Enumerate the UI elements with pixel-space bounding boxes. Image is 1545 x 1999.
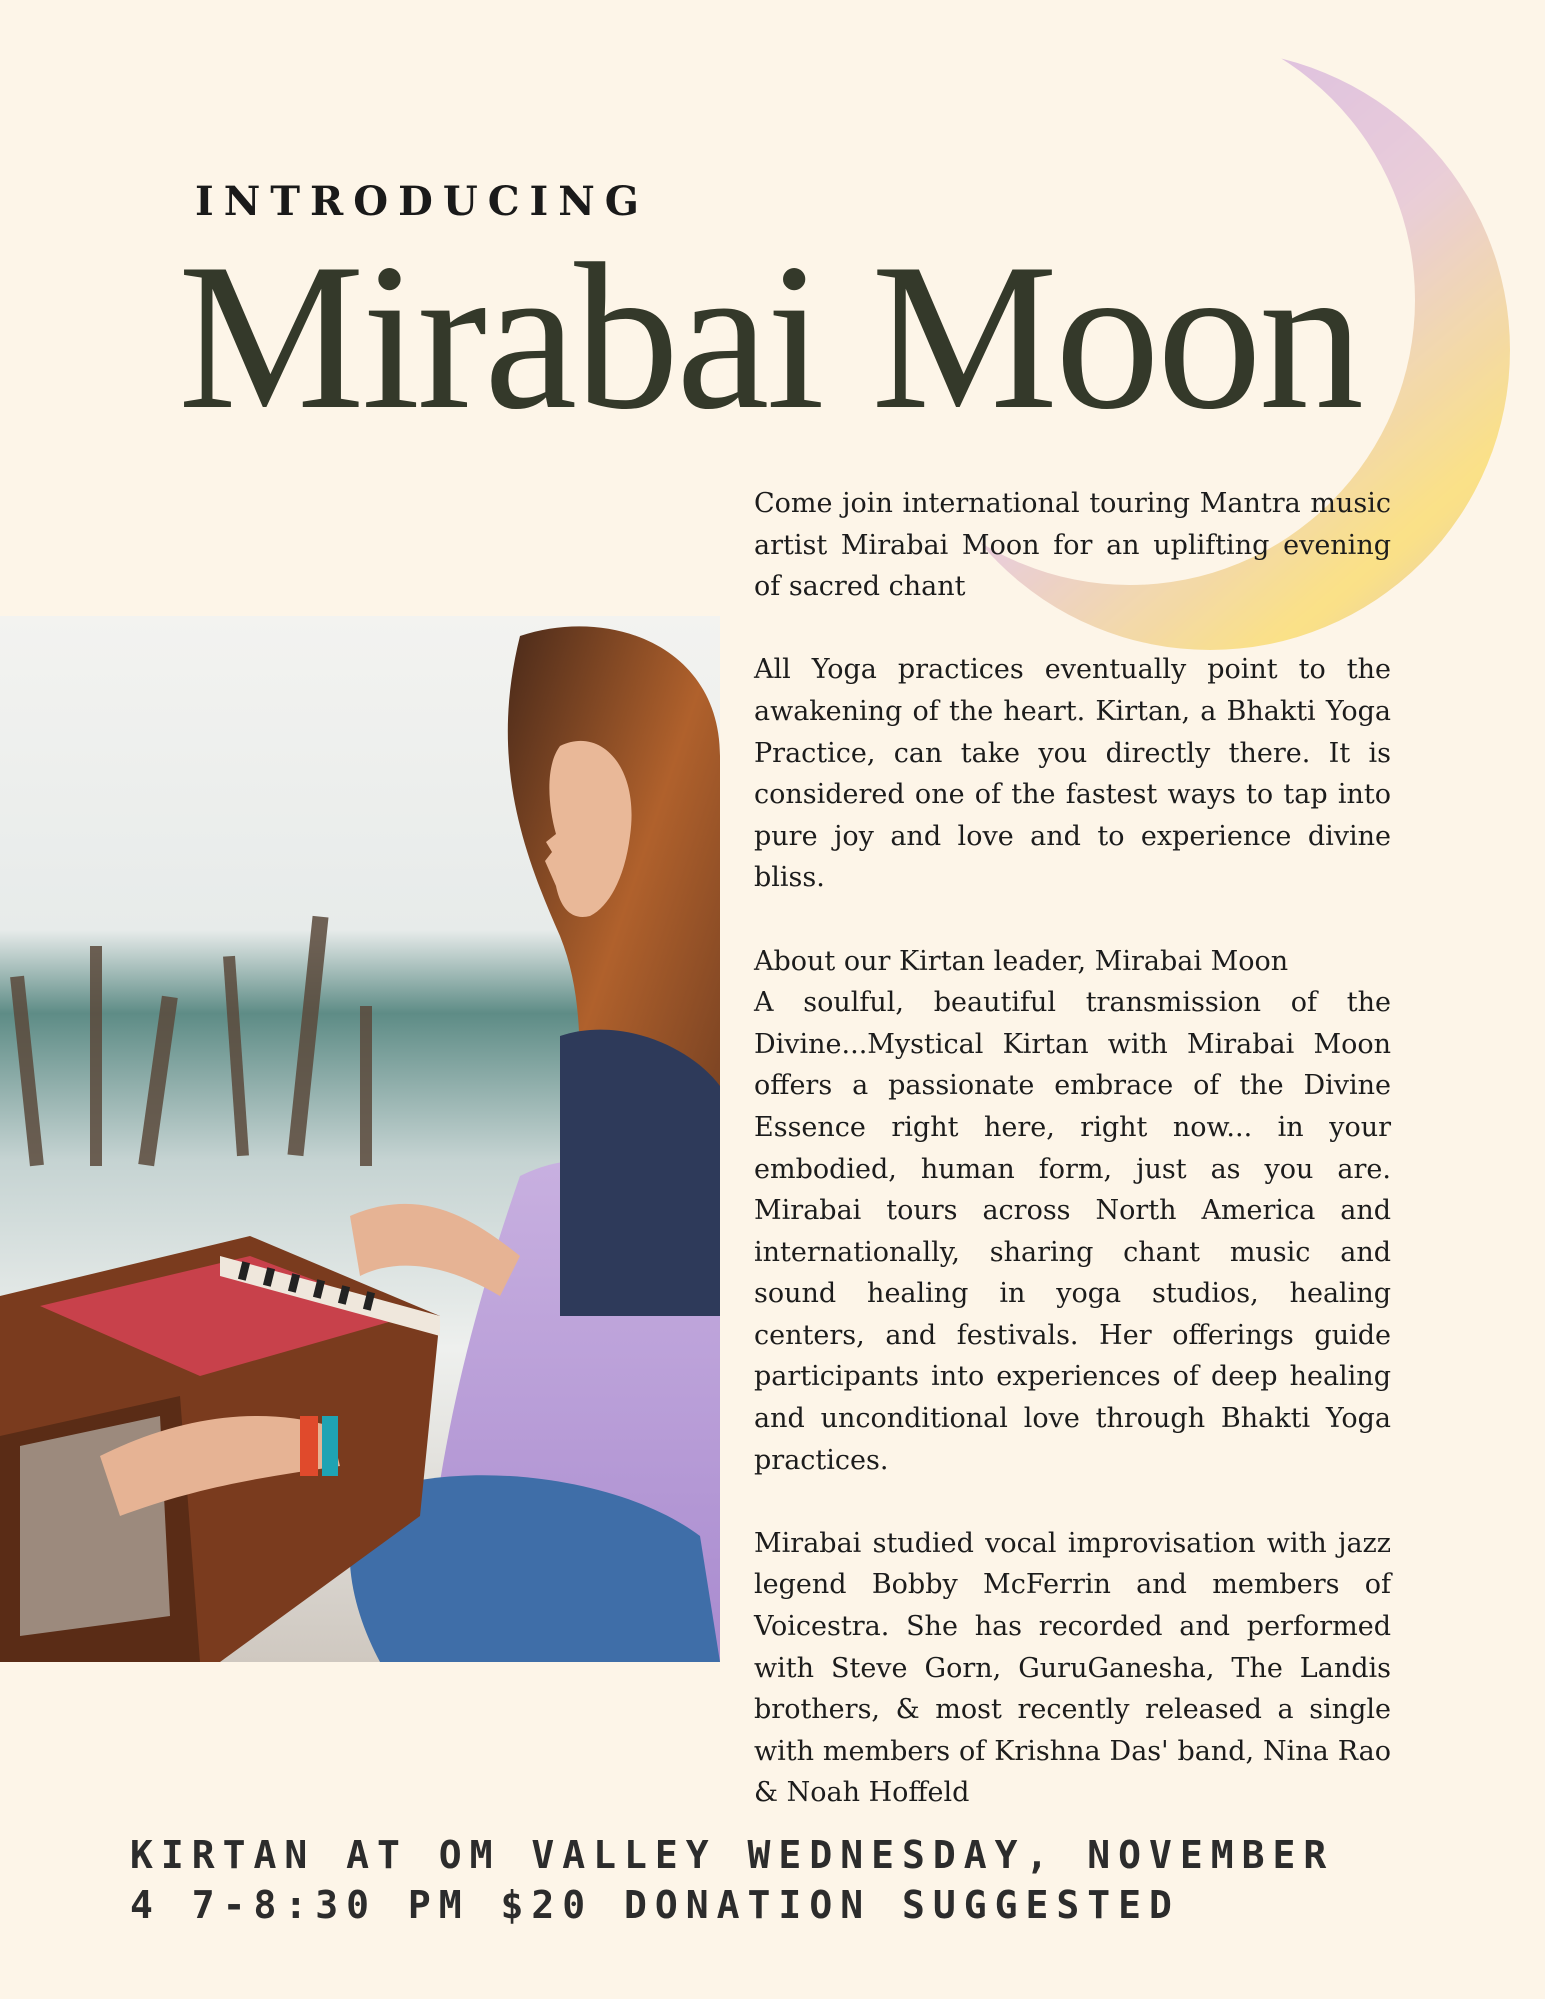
description-text [754, 483, 1391, 1856]
event-line-1: KIRTAN AT OM VALLEY WEDNESDAY, NOVEMBER [130, 1833, 1335, 1877]
studied-paragraph: Mirabai studied vocal improvisation with jazz legend Bobby McFerrin and members of Voicestra. She has recorded and performed with Steve Gorn, GuruGanesha, The Landis brothers, & most recently released a single with members of Krishna Das' band, Nina Rao & Noah Hoffeld [754, 1527, 1391, 1809]
intro-paragraph: Come join international touring Mantra music artist Mirabai Moon for an uplifting evening of sacred chant [754, 488, 1391, 603]
page-title: Mirabai Moon [178, 221, 1361, 453]
introducing-label: INTRODUCING [195, 178, 649, 225]
yoga-paragraph: All Yoga practices eventually point to the awakening of the heart. Kirtan, a Bhakti Yoga Practice, can take you directly there. It is considered one of the fastest ways to tap into pure joy and love and to experience divine bliss. [754, 654, 1391, 894]
about-heading: About our Kirtan leader, Mirabai Moon [754, 945, 1289, 977]
musician-photo [0, 616, 720, 1662]
about-paragraph: A soulful, beautiful transmission of the Divine...Mystical Kirtan with Mirabai Moon offers a passionate embrace of the Divine Essence right here, right now... in your embodied, human form, just as you are. Mirabai tours across North America and internationally, sharing chant music and sound healing in yoga studios, healing centers, and festivals. Her offerings guide participants into experiences of deep healing and unconditional love through Bhakti Yoga practices. [754, 987, 1391, 1476]
event-line-2: 4 7-8:30 PM $20 DONATION SUGGESTED [130, 1883, 1180, 1927]
event-details [130, 1830, 1450, 1930]
